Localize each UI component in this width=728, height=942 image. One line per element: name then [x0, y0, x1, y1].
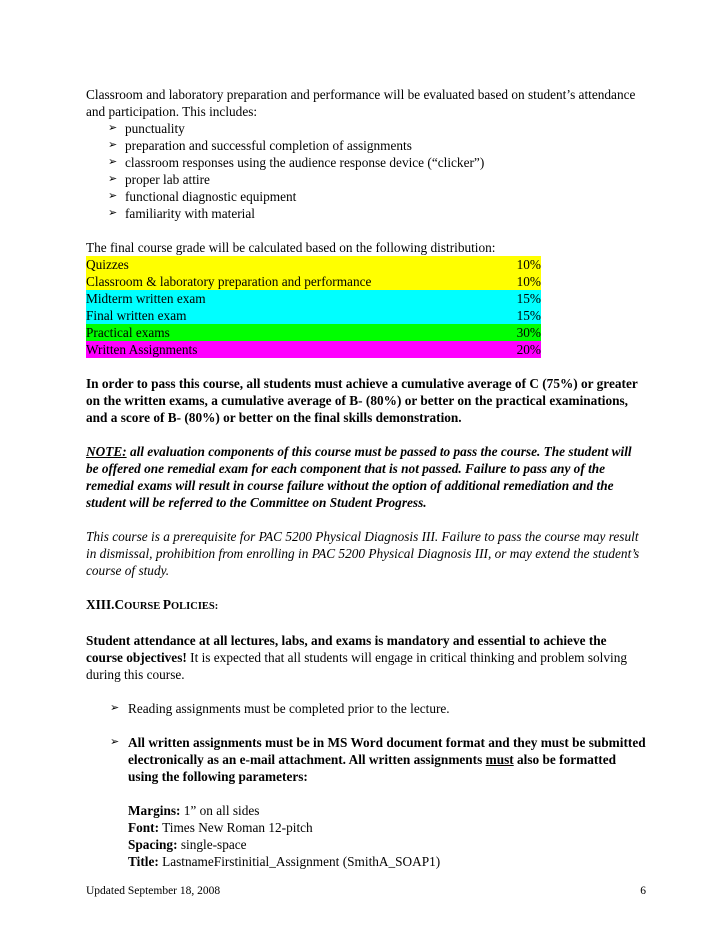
note-label: NOTE: — [86, 444, 127, 459]
list-item: ➢ All written assignments must be in MS Word document format and they must be submitted electronically as an e-mail attachment. All written assignments must also be formatted using the following parameters: — [110, 735, 646, 784]
arrow-bullet-icon: ➢ — [110, 702, 120, 714]
grade-distribution-intro: The final course grade will be calculated based on the following distribution: — [86, 240, 496, 255]
grade-percent: 30% — [516, 325, 541, 340]
document-page — [86, 86, 646, 870]
parameter-title: Title: LastnameFirstinitial_Assignment (SmithA_SOAP1) — [128, 854, 441, 869]
arrow-bullet-icon: ➢ — [108, 156, 118, 168]
grade-component: Practical exams — [86, 325, 170, 340]
table-row — [86, 341, 541, 358]
remediation-note: NOTE: all evaluation components of this course must be passed to pass the course. The student will be offered one remedial exam for each component that is not passed. Failure to pass any of the remedial exams will result in course failure without the option of additional remediation and the student will be referred to the Committee on Student Progress. — [86, 444, 632, 510]
page-footer — [86, 883, 646, 900]
policy-list — [86, 734, 646, 785]
arrow-bullet-icon: ➢ — [108, 173, 118, 185]
arrow-bullet-icon: ➢ — [108, 122, 118, 134]
grade-percent: 10% — [516, 257, 541, 272]
grade-percent: 10% — [516, 274, 541, 289]
list-item: ➢ Reading assignments must be completed prior to the lecture. — [110, 701, 450, 716]
list-item: ➢ preparation and successful completion of assignments — [108, 138, 412, 153]
parameter-margins: Margins: 1” on all sides — [128, 803, 260, 818]
pass-requirement: In order to pass this course, all students must achieve a cumulative average of C (75%) or greater on the written exams, a cumulative average of B- (80%) or better on the practical examinations, and a score of B- (80%) or better on the final skills demonstration. — [86, 376, 638, 425]
policy-list — [86, 700, 646, 717]
grade-percent: 15% — [516, 308, 541, 323]
list-item: ➢ familiarity with material — [108, 206, 255, 221]
arrow-bullet-icon: ➢ — [108, 190, 118, 202]
arrow-bullet-icon: ➢ — [108, 139, 118, 151]
grade-component: Quizzes — [86, 257, 129, 272]
grade-component: Written Assignments — [86, 342, 198, 357]
formatting-parameters — [86, 802, 646, 870]
grade-percent: 20% — [516, 342, 541, 357]
evaluation-intro: Classroom and laboratory preparation and performance will be evaluated based on student’s attendance and participation. This includes: — [86, 87, 636, 119]
grade-component: Final written exam — [86, 308, 187, 323]
table-row — [86, 256, 541, 273]
list-item: ➢ classroom responses using the audience response device (“clicker”) — [108, 155, 485, 170]
page-number: 6 — [640, 885, 646, 897]
evaluation-criteria-list — [86, 120, 646, 222]
parameter-spacing: Spacing: single-space — [128, 837, 247, 852]
grade-distribution-table — [86, 256, 541, 358]
table-row — [86, 307, 541, 324]
arrow-bullet-icon: ➢ — [110, 736, 120, 748]
table-row — [86, 273, 541, 290]
table-row — [86, 324, 541, 341]
parameter-font: Font: Times New Roman 12-pitch — [128, 820, 313, 835]
prerequisite-note: This course is a prerequisite for PAC 5200 Physical Diagnosis III. Failure to pass the course may result in dismissal, prohibition from enrolling in PAC 5200 Physical Diagnosis III, or may extend the student’s course of study. — [86, 529, 640, 578]
attendance-policy: Student attendance at all lectures, labs, and exams is mandatory and essential to achieve the course objectives! It is expected that all students will engage in critical thinking and problem solving during this course. — [86, 633, 627, 682]
arrow-bullet-icon: ➢ — [108, 207, 118, 219]
list-item: ➢ functional diagnostic equipment — [108, 189, 297, 204]
grade-component: Classroom & laboratory preparation and performance — [86, 274, 372, 289]
grade-percent: 15% — [516, 291, 541, 306]
list-item: ➢ proper lab attire — [108, 172, 210, 187]
section-heading: XIII.COURSE POLICIES: — [86, 597, 219, 612]
list-item: ➢ punctuality — [108, 121, 185, 136]
footer-updated-date: Updated September 18, 2008 — [86, 885, 221, 897]
table-row — [86, 290, 541, 307]
grade-component: Midterm written exam — [86, 291, 206, 306]
